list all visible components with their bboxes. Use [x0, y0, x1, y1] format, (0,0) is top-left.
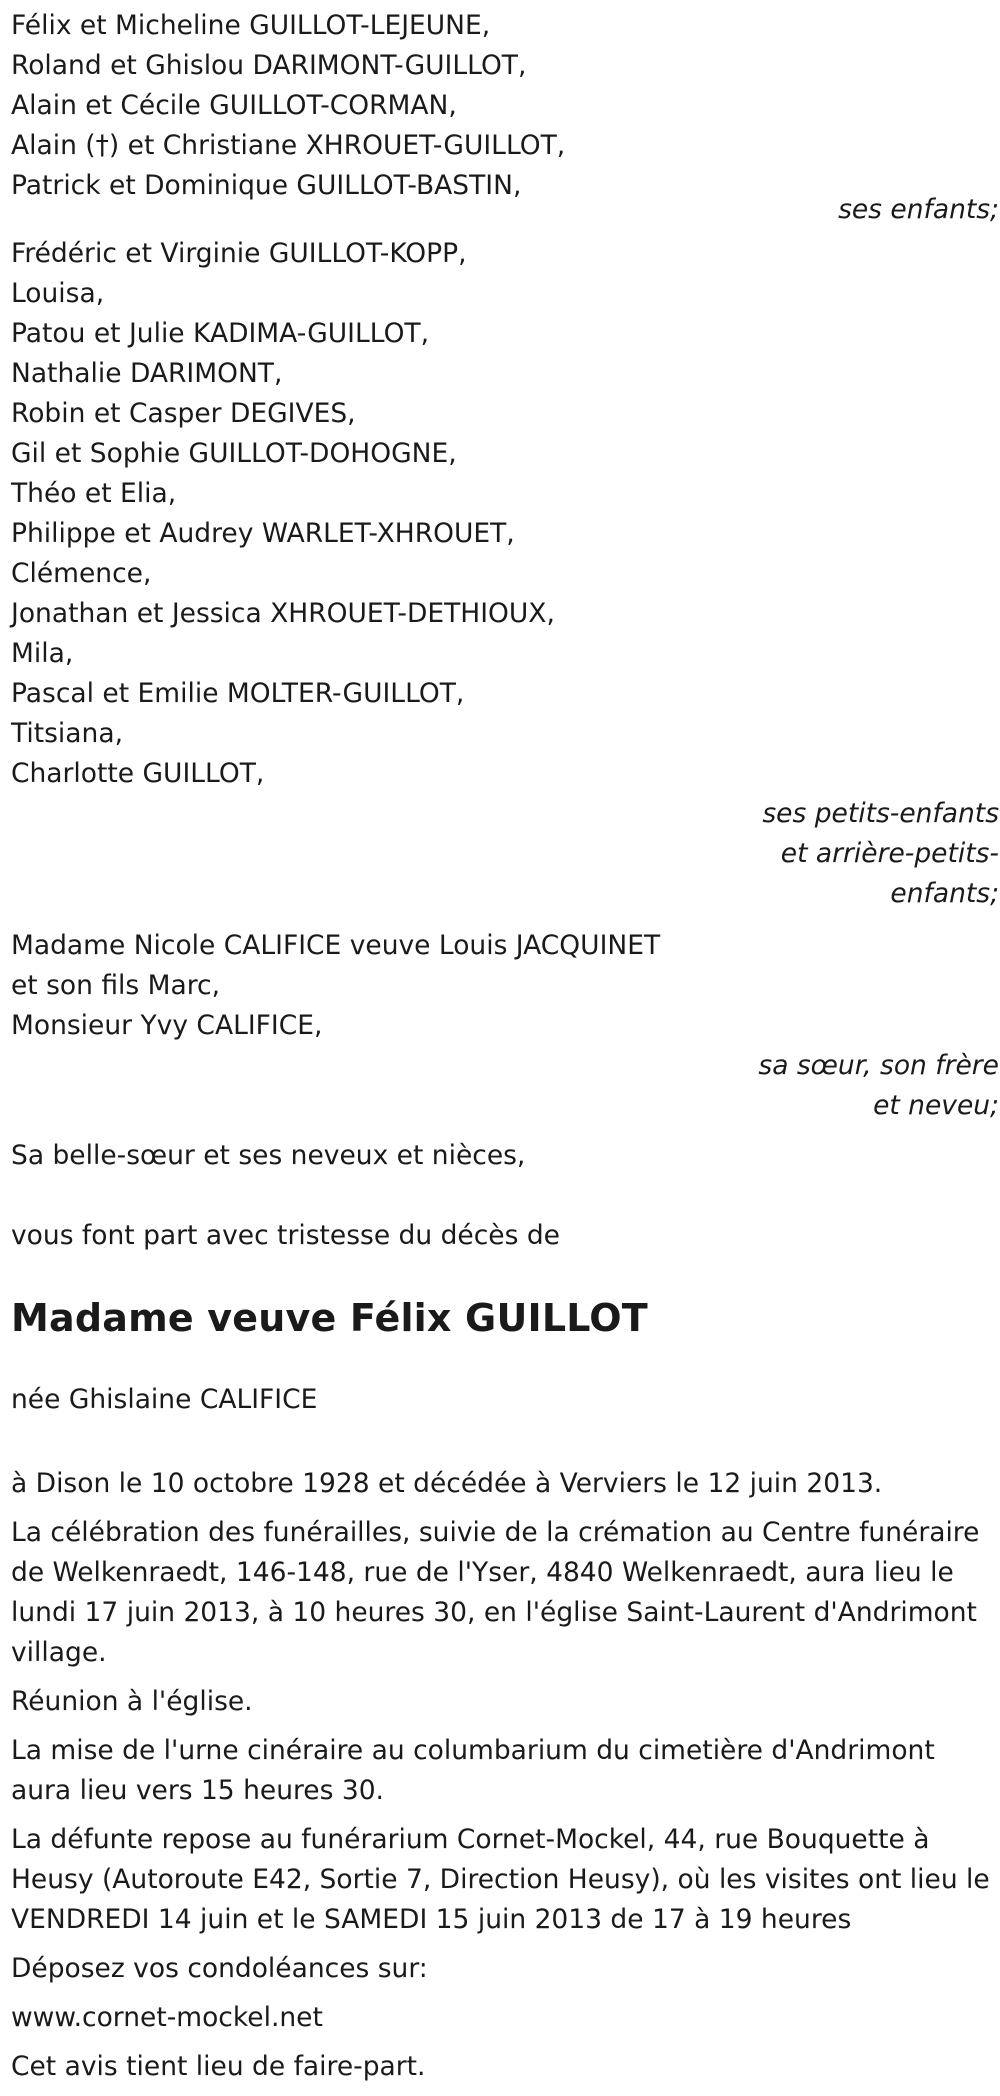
grandchildren-group — [11, 234, 997, 914]
siblings-role-line: et neveu; — [873, 1090, 999, 1121]
announcement-line: vous font part avec tristesse du décès de — [11, 1220, 560, 1251]
spacer — [11, 914, 997, 926]
spacer — [11, 1176, 997, 1216]
grandchildren-role-line: ses petits-enfants — [762, 798, 999, 829]
family-line: Charlotte GUILLOT, — [11, 758, 265, 789]
family-line: Titsiana, — [11, 718, 123, 749]
family-line: et son fils Marc, — [11, 970, 221, 1001]
closing-note: Cet avis tient lieu de faire-part. — [11, 2051, 426, 2082]
condolences-prompt: Déposez vos condoléances sur: — [11, 1953, 428, 1984]
family-line: Roland et Ghislou DARIMONT-GUILLOT, — [11, 50, 527, 81]
family-line: Mila, — [11, 638, 74, 669]
grandchildren-role-line: enfants; — [890, 878, 999, 909]
condolences-website: www.cornet-mockel.net — [11, 2002, 323, 2033]
family-line: Monsieur Yvy CALIFICE, — [11, 1010, 323, 1041]
deceased-name: Madame veuve Félix GUILLOT — [11, 1296, 648, 1340]
family-line: Patrick et Dominique GUILLOT-BASTIN, — [11, 170, 522, 201]
family-line: Philippe et Audrey WARLET-XHROUET, — [11, 518, 515, 549]
birth-death-dates: à Dison le 10 octobre 1928 et décédée à Verviers le 12 juin 2013. — [11, 1468, 883, 1499]
visitation-details: La défunte repose au funérarium Cornet-Mockel, 44, rue Bouquette à Heusy (Autoroute E42, Sortie 7, Direction Heusy), où les visites ont lieu le VENDREDI 14 juin et le SAMEDI 15 juin 2013 de 17 à 19 heures — [11, 1824, 990, 1935]
grandchildren-role-block — [11, 794, 997, 914]
family-line: Louisa, — [11, 278, 105, 309]
family-line: Jonathan et Jessica XHROUET-DETHIOUX, — [11, 598, 555, 629]
obituary-notice — [11, 6, 997, 2096]
family-line: Pascal et Emilie MOLTER-GUILLOT, — [11, 678, 465, 709]
grandchildren-role-line: et arrière-petits- — [780, 838, 999, 869]
birth-name: née Ghislaine CALIFICE — [11, 1384, 318, 1415]
reunion-note: Réunion à l'église. — [11, 1686, 253, 1717]
siblings-role-block — [11, 1046, 997, 1126]
spacer — [11, 1126, 997, 1136]
family-line: Théo et Elia, — [11, 478, 177, 509]
children-group — [11, 6, 997, 230]
family-line: Madame Nicole CALIFICE veuve Louis JACQUINET — [11, 930, 661, 961]
family-line: Frédéric et Virginie GUILLOT-KOPP, — [11, 238, 467, 269]
in-laws-line: Sa belle-sœur et ses neveux et nièces, — [11, 1140, 526, 1171]
urn-details: La mise de l'urne cinéraire au columbarium du cimetière d'Andrimont aura lieu vers 15 heures 30. — [11, 1735, 935, 1806]
family-line: Alain (†) et Christiane XHROUET-GUILLOT, — [11, 130, 566, 161]
children-role: ses enfants; — [838, 194, 999, 225]
family-line: Patou et Julie KADIMA-GUILLOT, — [11, 318, 430, 349]
siblings-role-line: sa sœur, son frère — [758, 1050, 999, 1081]
funeral-details: La célébration des funérailles, suivie de la crémation au Centre funéraire de Welkenraedt, 146-148, rue de l'Yser, 4840 Welkenraedt, aura lieu le lundi 17 juin 2013, à 10 heures 30, en l'église Saint-Laurent d'Andrimont village. — [11, 1517, 980, 1668]
family-line: Clémence, — [11, 558, 152, 589]
family-line: Nathalie DARIMONT, — [11, 358, 283, 389]
family-line: Félix et Micheline GUILLOT-LEJEUNE, — [11, 10, 491, 41]
family-line: Gil et Sophie GUILLOT-DOHOGNE, — [11, 438, 457, 469]
family-line: Alain et Cécile GUILLOT-CORMAN, — [11, 90, 457, 121]
family-line: Robin et Casper DEGIVES, — [11, 398, 356, 429]
siblings-group — [11, 926, 997, 1126]
